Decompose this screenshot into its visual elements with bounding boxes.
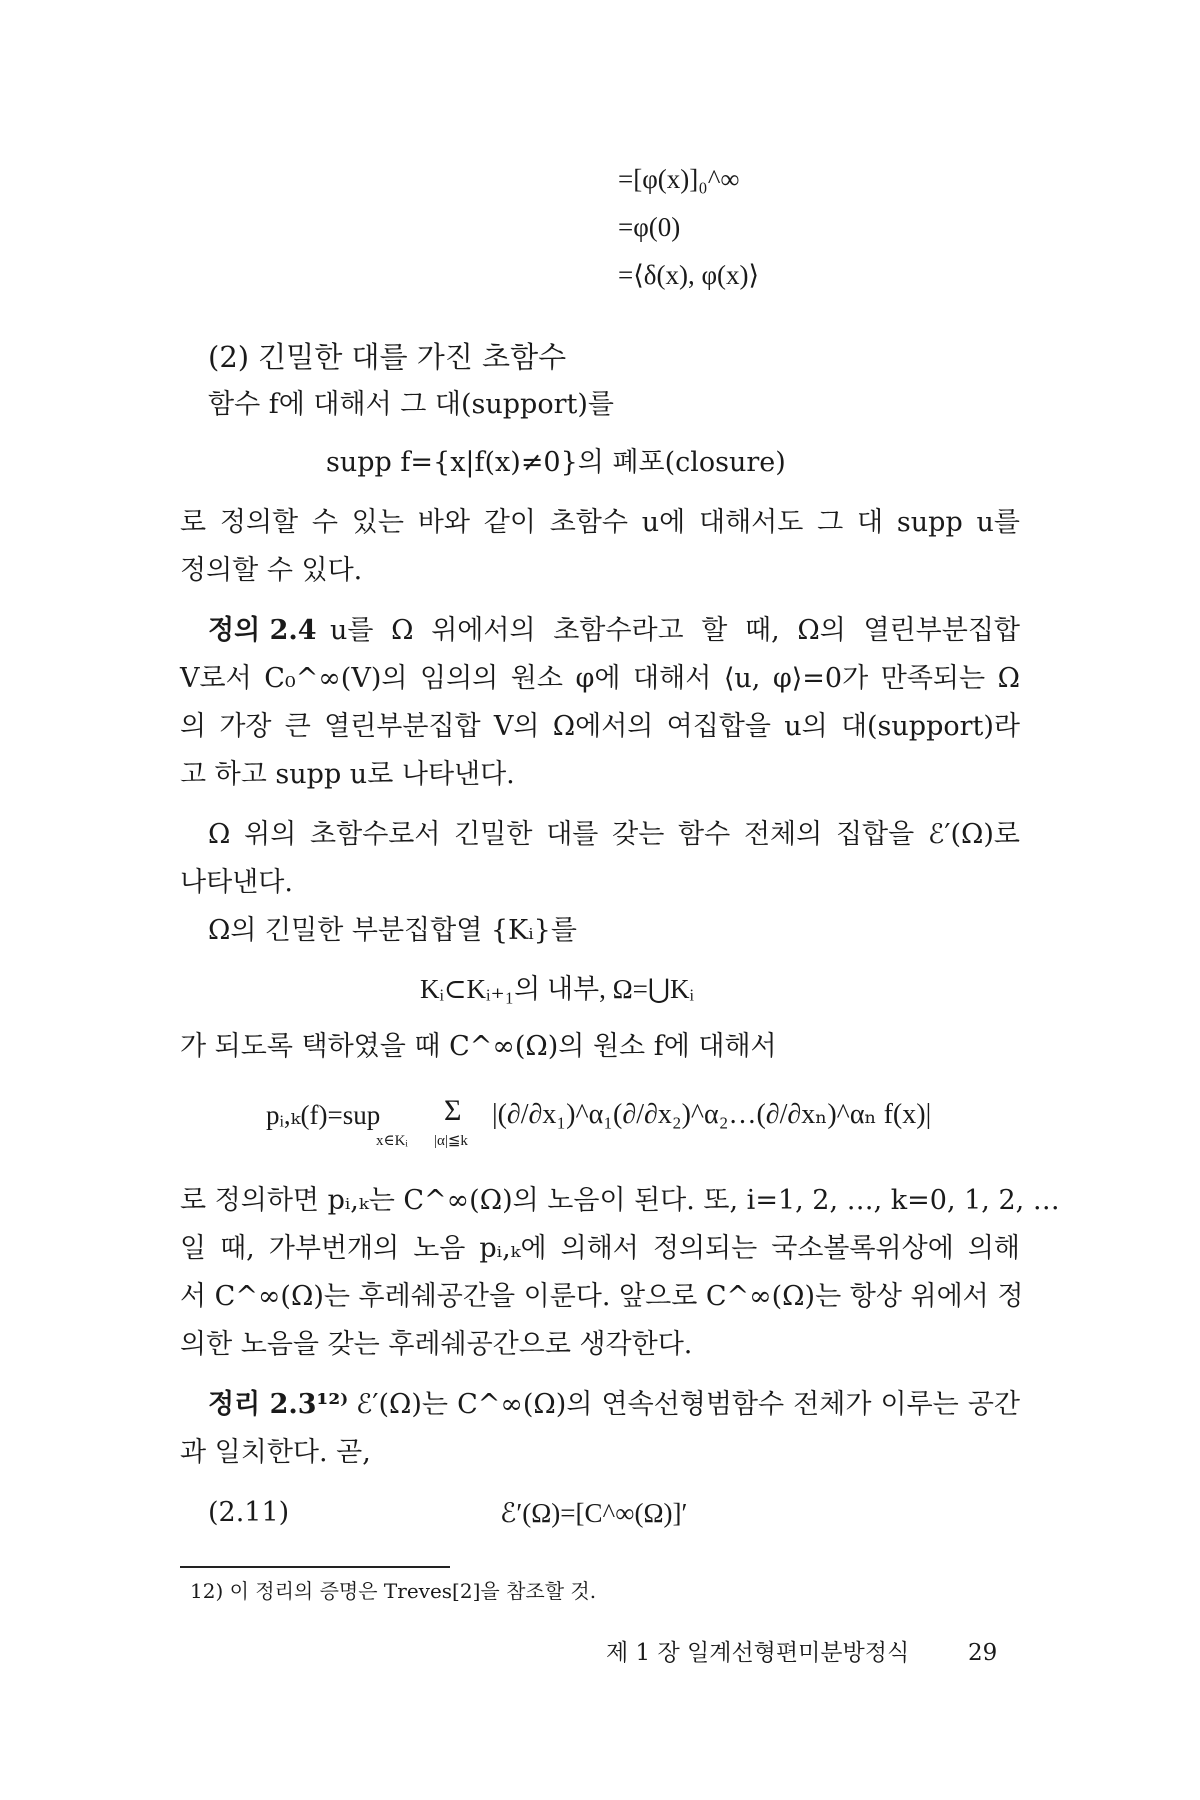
sum-symbol: Σ	[444, 1094, 462, 1127]
paragraph-2-line-2: 나타낸다.	[180, 867, 293, 898]
definition-line-2: V로서 C₀^∞(V)의 임의의 원소 φ에 대해서 ⟨u, φ⟩=0가 만족되는 Ω	[180, 663, 1020, 694]
paragraph-2-line-4: 가 되도록 택하였을 때 C^∞(Ω)의 원소 f에 대해서	[180, 1031, 777, 1062]
section-heading: (2) 긴밀한 대를 가진 초함수	[208, 340, 567, 374]
paragraph-3-line-4: 의한 노음을 갖는 후레쉐공간으로 생각한다.	[180, 1329, 693, 1360]
sum-subscript: |α|≦k	[434, 1133, 468, 1149]
paragraph-2-line-1: Ω 위의 초함수로서 긴밀한 대를 갖는 함수 전체의 집합을 ℰ′(Ω)로	[208, 819, 1020, 850]
page-number: 29	[968, 1640, 998, 1666]
definition-line-4: 고 하고 supp u로 나타낸다.	[180, 759, 515, 790]
theorem-line-2: 과 일치한다. 곧,	[180, 1437, 371, 1468]
paragraph-1-line-1: 로 정의할 수 있는 바와 같이 초함수 u에 대해서도 그 대 supp u를	[180, 507, 1020, 538]
definition-line-3: 의 가장 큰 열린부분집합 V의 Ω에서의 여집합을 u의 대(support)라	[180, 711, 1020, 742]
paragraph-1-line-2: 정의할 수 있다.	[180, 555, 363, 586]
paragraph-3-line-2: 일 때, 가부번개의 노음 pᵢ,ₖ에 의해서 정의되는 국소볼록위상에 의해	[180, 1233, 1020, 1264]
equation-line-3: =⟨δ(x), φ(x)⟩	[618, 260, 760, 290]
equation-line-1: =[φ(x)]₀^∞	[618, 164, 740, 194]
theorem-line-1: ℰ′(Ω)는 C^∞(Ω)의 연속선형범함수 전체가 이루는 공간	[356, 1389, 1020, 1420]
footnote: 12) 이 정리의 증명은 Treves[2]을 참조할 것.	[190, 1579, 597, 1603]
compact-exhaustion-equation: Kᵢ⊂Kᵢ₊₁의 내부, Ω=⋃Kᵢ	[420, 974, 694, 1004]
theorem-label: 정리 2.3¹²⁾	[208, 1389, 349, 1420]
running-footer-chapter: 제 1 장 일계선형편미분방정식	[606, 1640, 910, 1666]
definition-line-1: u를 Ω 위에서의 초함수라고 할 때, Ω의 열린부분집합	[330, 615, 1020, 646]
paragraph-3-line-3: 서 C^∞(Ω)는 후레쉐공간을 이룬다. 앞으로 C^∞(Ω)는 항상 위에서 정	[180, 1281, 1024, 1312]
seminorm-body: |(∂/∂x₁)^α₁(∂/∂x₂)^α₂…(∂/∂xₙ)^αₙ f(x)|	[492, 1099, 932, 1130]
section-intro: 함수 f에 대해서 그 대(support)를	[208, 389, 614, 420]
sup-subscript: x∈Kᵢ	[376, 1133, 408, 1149]
seminorm-lhs: pᵢ,ₖ(f)=sup	[266, 1100, 381, 1130]
support-definition-equation: supp f={x|f(x)≠0}의 폐포(closure)	[326, 447, 786, 478]
equation-number: (2.11)	[208, 1497, 290, 1528]
footnote-rule	[180, 1566, 450, 1568]
paragraph-2-line-3: Ω의 긴밀한 부분집합열 {Kᵢ}를	[208, 915, 577, 946]
theorem-equation: ℰ′(Ω)=[C^∞(Ω)]′	[500, 1498, 688, 1528]
seminorm-formula	[266, 1084, 966, 1164]
paragraph-3-line-1: 로 정의하면 pᵢ,ₖ는 C^∞(Ω)의 노음이 된다. 또, i=1, 2, …, k=0, 1, 2, …	[180, 1185, 1060, 1216]
definition-label: 정의 2.4	[208, 615, 317, 646]
equation-line-2: =φ(0)	[618, 212, 681, 242]
